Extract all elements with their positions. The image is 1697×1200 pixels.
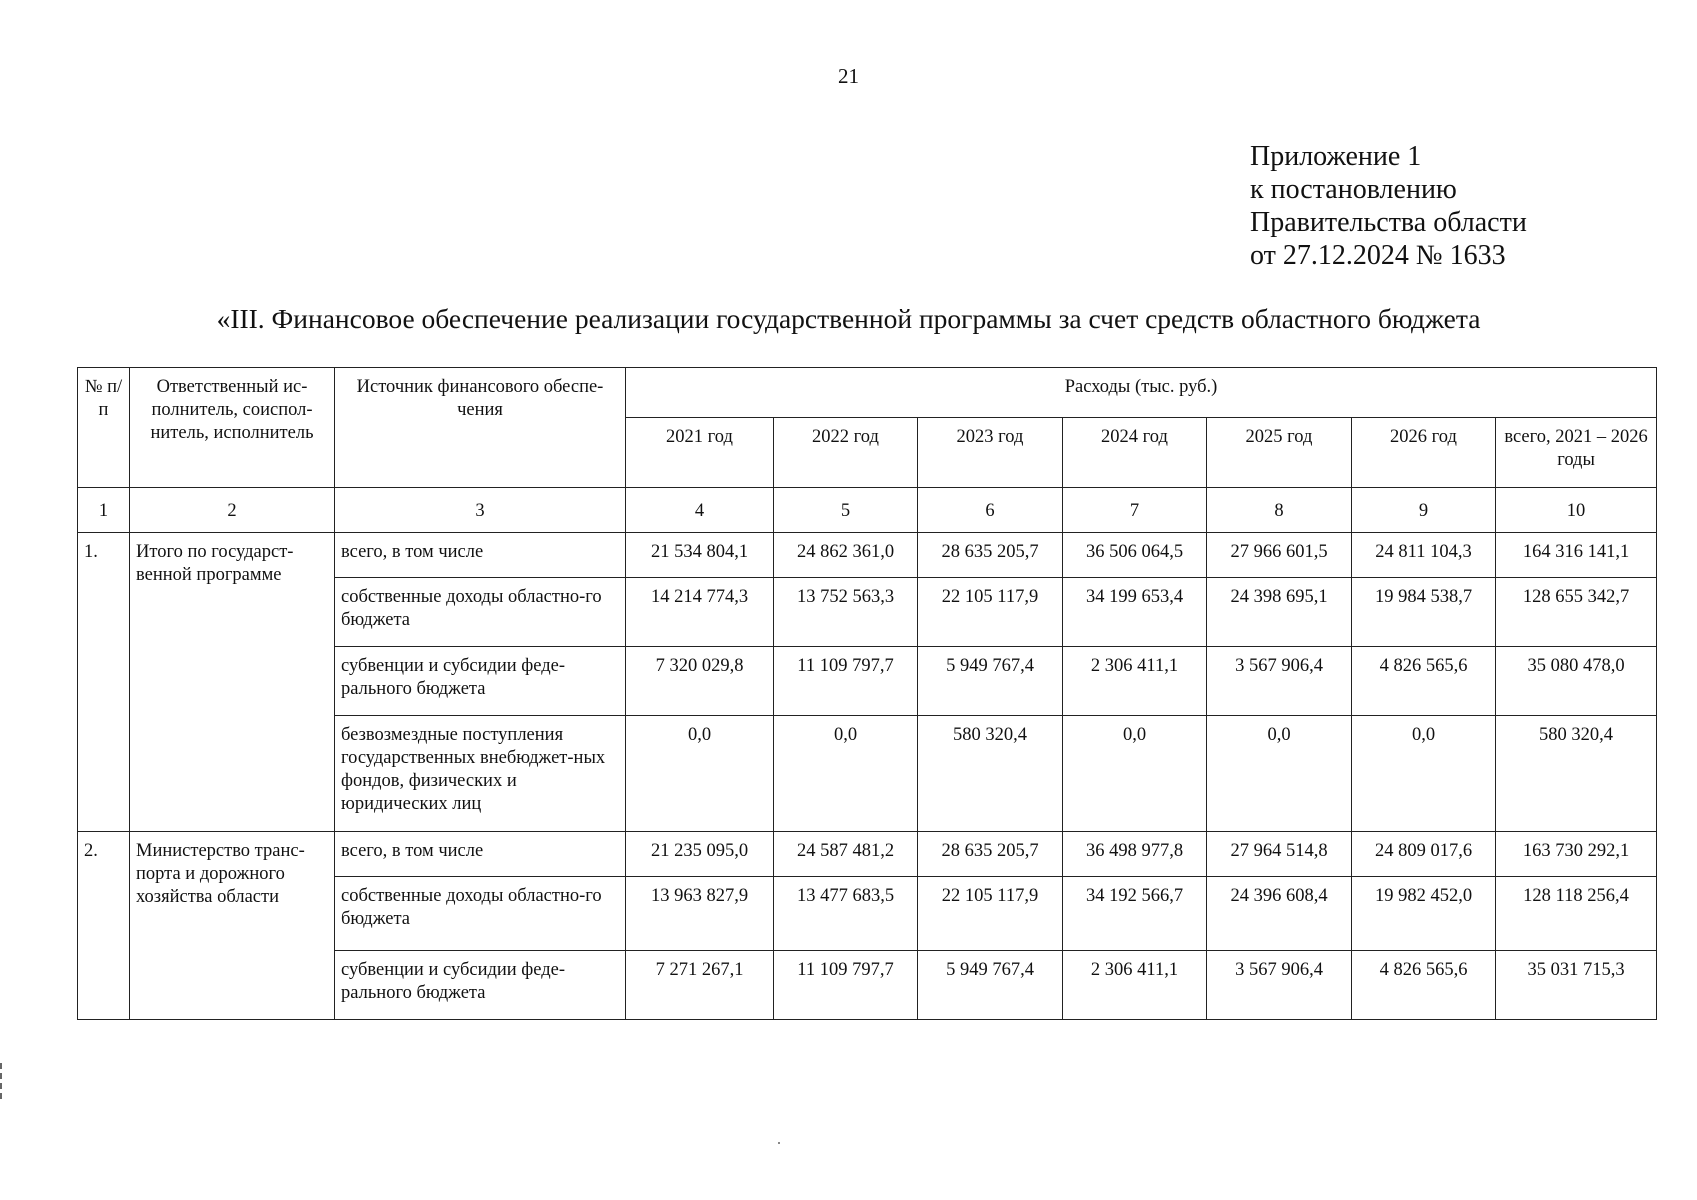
amount-cell: 13 477 683,5 (774, 877, 918, 951)
amount-cell: 13 752 563,3 (774, 578, 918, 647)
document-title: «III. Финансовое обеспечение реализации государственной программы за счет средств областного бюджета (216, 303, 1481, 334)
amount-cell: 0,0 (1063, 716, 1207, 832)
header-year-5: 2025 год (1207, 418, 1352, 488)
section-executor: Министерство транс-порта и дорожного хозяйства области (130, 832, 335, 1020)
amount-cell: 27 966 601,5 (1207, 533, 1352, 578)
appendix-block (1250, 140, 1527, 272)
header-year-7: всего, 2021 – 2026 годы (1496, 418, 1657, 488)
column-number-5: 5 (774, 488, 918, 533)
amount-cell: 2 306 411,1 (1063, 951, 1207, 1020)
section-number: 2. (78, 832, 130, 1020)
amount-cell: 11 109 797,7 (774, 951, 918, 1020)
funding-source: субвенции и субсидии феде-рального бюджета (335, 951, 626, 1020)
funding-source: безвозмездные поступления государственных внебюджет-ных фондов, физических и юридических лиц (335, 716, 626, 832)
funding-source: всего, в том числе (335, 832, 626, 877)
scan-margin-mark (0, 1063, 6, 1099)
header-col-source: Источник финансового обеспе-чения (335, 368, 626, 488)
header-col-expenses: Расходы (тыс. руб.) (626, 368, 1657, 418)
amount-cell: 22 105 117,9 (918, 578, 1063, 647)
table-row (78, 832, 1657, 877)
amount-cell: 21 534 804,1 (626, 533, 774, 578)
header-col-no: № п/п (78, 368, 130, 488)
header-year-1: 2021 год (626, 418, 774, 488)
header-year-4: 2024 год (1063, 418, 1207, 488)
amount-cell: 7 271 267,1 (626, 951, 774, 1020)
funding-source: субвенции и субсидии феде-рального бюджета (335, 647, 626, 716)
amount-cell: 27 964 514,8 (1207, 832, 1352, 877)
column-number-8: 8 (1207, 488, 1352, 533)
column-number-7: 7 (1063, 488, 1207, 533)
amount-cell: 5 949 767,4 (918, 647, 1063, 716)
amount-cell: 164 316 141,1 (1496, 533, 1657, 578)
amount-cell: 24 862 361,0 (774, 533, 918, 578)
amount-cell: 14 214 774,3 (626, 578, 774, 647)
section-number: 1. (78, 533, 130, 832)
amount-cell: 4 826 565,6 (1352, 647, 1496, 716)
amount-cell: 34 192 566,7 (1063, 877, 1207, 951)
amount-cell: 580 320,4 (918, 716, 1063, 832)
amount-cell: 28 635 205,7 (918, 832, 1063, 877)
header-year-3: 2023 год (918, 418, 1063, 488)
column-number-3: 3 (335, 488, 626, 533)
page-number: 21 (838, 64, 859, 88)
amount-cell: 0,0 (1352, 716, 1496, 832)
section-executor: Итого по государст-венной программе (130, 533, 335, 832)
table-row (78, 533, 1657, 578)
amount-cell: 24 398 695,1 (1207, 578, 1352, 647)
column-number-1: 1 (78, 488, 130, 533)
amount-cell: 4 826 565,6 (1352, 951, 1496, 1020)
amount-cell: 28 635 205,7 (918, 533, 1063, 578)
amount-cell: 7 320 029,8 (626, 647, 774, 716)
amount-cell: 3 567 906,4 (1207, 647, 1352, 716)
amount-cell: 19 984 538,7 (1352, 578, 1496, 647)
appendix-line-3: Правительства области (1250, 207, 1527, 238)
amount-cell: 128 655 342,7 (1496, 578, 1657, 647)
amount-cell: 5 949 767,4 (918, 951, 1063, 1020)
header-year-6: 2026 год (1352, 418, 1496, 488)
amount-cell: 11 109 797,7 (774, 647, 918, 716)
amount-cell: 24 809 017,6 (1352, 832, 1496, 877)
amount-cell: 163 730 292,1 (1496, 832, 1657, 877)
amount-cell: 35 080 478,0 (1496, 647, 1657, 716)
funding-source: собственные доходы областно-го бюджета (335, 877, 626, 951)
amount-cell: 0,0 (1207, 716, 1352, 832)
amount-cell: 19 982 452,0 (1352, 877, 1496, 951)
column-number-10: 10 (1496, 488, 1657, 533)
column-number-4: 4 (626, 488, 774, 533)
header-year-2: 2022 год (774, 418, 918, 488)
amount-cell: 24 811 104,3 (1352, 533, 1496, 578)
amount-cell: 3 567 906,4 (1207, 951, 1352, 1020)
amount-cell: 0,0 (774, 716, 918, 832)
column-number-6: 6 (918, 488, 1063, 533)
amount-cell: 24 587 481,2 (774, 832, 918, 877)
column-number-9: 9 (1352, 488, 1496, 533)
amount-cell: 580 320,4 (1496, 716, 1657, 832)
amount-cell: 2 306 411,1 (1063, 647, 1207, 716)
amount-cell: 22 105 117,9 (918, 877, 1063, 951)
amount-cell: 13 963 827,9 (626, 877, 774, 951)
amount-cell: 36 506 064,5 (1063, 533, 1207, 578)
appendix-line-1: Приложение 1 (1250, 141, 1422, 172)
column-number-2: 2 (130, 488, 335, 533)
amount-cell: 34 199 653,4 (1063, 578, 1207, 647)
amount-cell: 128 118 256,4 (1496, 877, 1657, 951)
amount-cell: 36 498 977,8 (1063, 832, 1207, 877)
amount-cell: 21 235 095,0 (626, 832, 774, 877)
amount-cell: 24 396 608,4 (1207, 877, 1352, 951)
funding-source: всего, в том числе (335, 533, 626, 578)
header-col-executor: Ответственный ис-полнитель, соиспол-нитель, исполнитель (130, 368, 335, 488)
funding-source: собственные доходы областно-го бюджета (335, 578, 626, 647)
appendix-line-2: к постановлению (1250, 174, 1457, 205)
appendix-line-4: от 27.12.2024 № 1633 (1250, 240, 1506, 271)
amount-cell: 0,0 (626, 716, 774, 832)
financing-table (77, 367, 1657, 1020)
scan-speck (778, 1142, 780, 1144)
amount-cell: 35 031 715,3 (1496, 951, 1657, 1020)
